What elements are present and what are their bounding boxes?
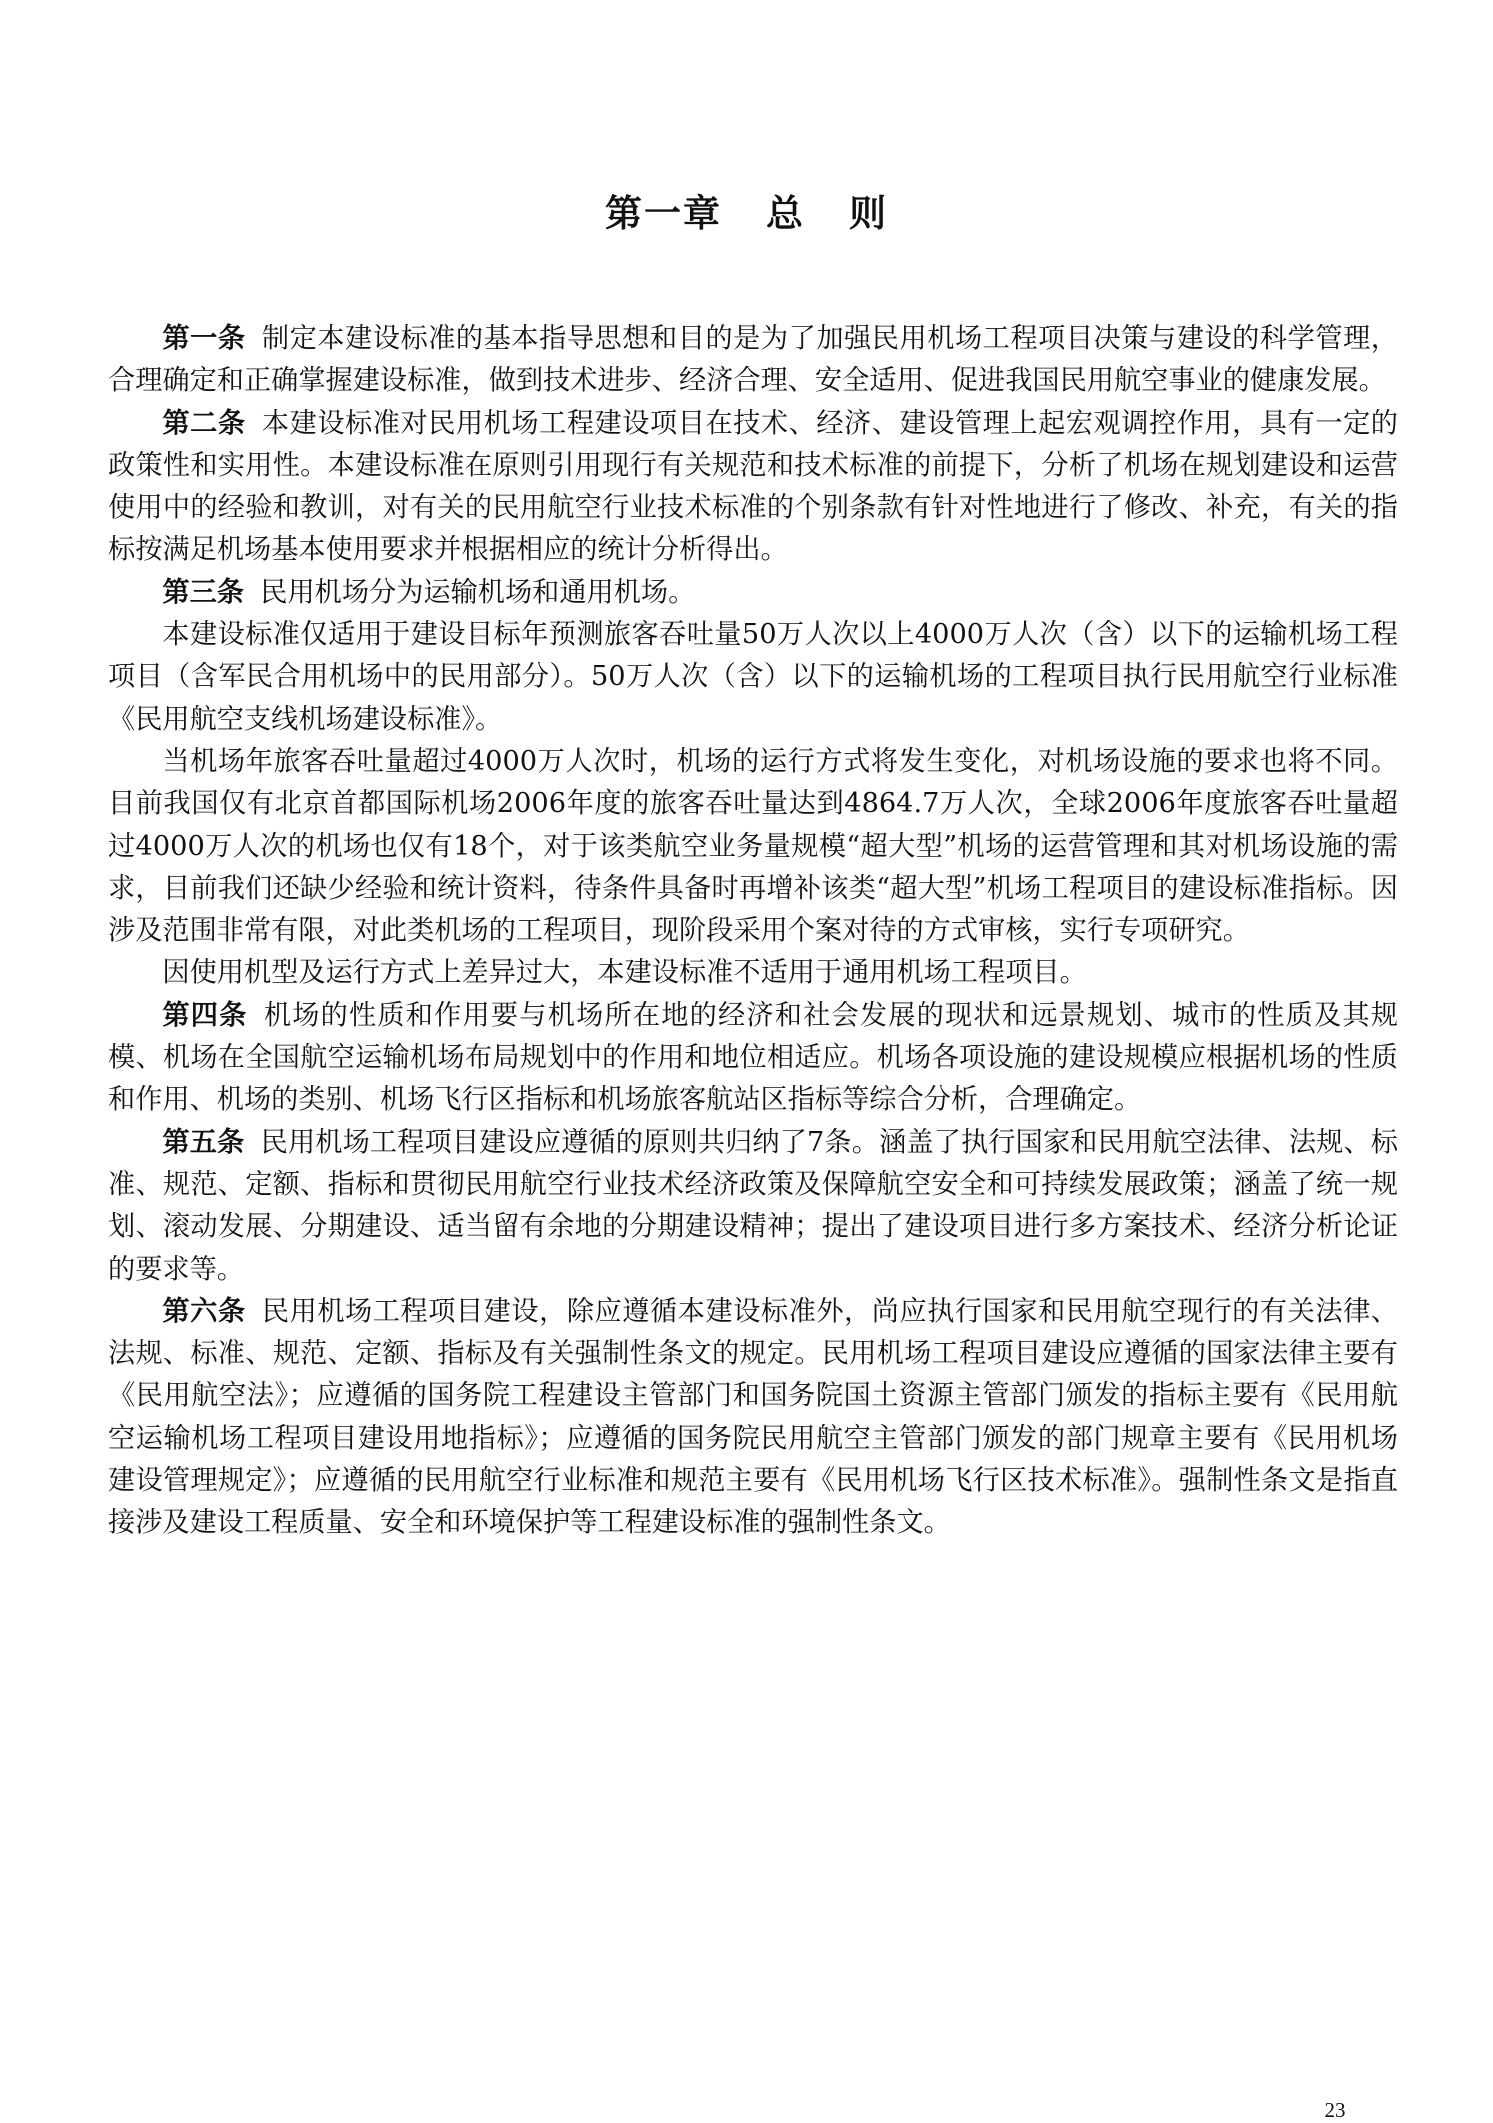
- paragraph: 本建设标准仅适用于建设目标年预测旅客吞吐量50万人次以上4000万人次（含）以下的运输机场工程项目（含军民合用机场中的民用部分）。50万人次（含）以下的运输机场的工程项目执行民用航空行业标准《民用航空支线机场建设标准》。: [108, 619, 1398, 735]
- chapter-body: [108, 318, 1398, 1545]
- article-label: 第一条: [162, 323, 246, 354]
- article-label: 第五条: [162, 1126, 245, 1158]
- article-text: 制定本建设标准的基本指导思想和目的是为了加强民用机场工程项目决策与建设的科学管理，合理确定和正确掌握建设标准，做到技术进步、经济合理、安全适用、促进我国民用航空事业的健康发展。: [108, 323, 1398, 397]
- article-label: 第二条: [162, 407, 246, 439]
- article-1: [108, 318, 1398, 403]
- paragraph: 当机场年旅客吞吐量超过4000万人次时，机场的运行方式将发生变化，对机场设施的要求也将不同。目前我国仅有北京首都国际机场2006年度的旅客吞吐量达到4864.7万人次，全球2006年度旅客吞吐量超过4000万人次的机场也仅有18个，对于该类航空业务量规模“超大型”机场的运营管理和其对机场设施的需求，目前我们还缺少经验和统计资料，待条件具备时再增补该类“超大型”机场工程项目的建设标准指标。因涉及范围非常有限，对此类机场的工程项目，现阶段采用个案对待的方式审核，实行专项研究。: [108, 745, 1398, 947]
- paragraph: 因使用机型及运行方式上差异过大，本建设标准不适用于通用机场工程项目。: [162, 957, 1087, 989]
- page-number: 23: [1324, 2098, 1346, 2122]
- article-label: 第四条: [162, 999, 248, 1031]
- chapter-name-2: 则: [849, 192, 888, 235]
- chapter-title: [0, 183, 1493, 237]
- article-text: 民用机场工程项目建设应遵循的原则共归纳了7条。涵盖了执行国家和民用航空法律、法规、标准、规范、定额、指标和贯彻民用航空行业技术经济政策及保障航空安全和可持续发展政策；涵盖了统一规划、滚动发展、分期建设、适当留有余地的分期建设精神；提出了建设项目进行多方案技术、经济分析论证的要求等。: [108, 1126, 1398, 1285]
- article-4: [108, 995, 1398, 1122]
- article-text: 民用机场分为运输机场和通用机场。: [260, 576, 696, 608]
- article-2: [108, 403, 1398, 572]
- article-3: [108, 572, 1398, 614]
- article-label: 第三条: [162, 576, 244, 608]
- chapter-name-1: 总: [766, 192, 805, 235]
- article-text: 民用机场工程项目建设，除应遵循本建设标准外，尚应执行国家和民用航空现行的有关法律、法规、标准、规范、定额、指标及有关强制性条文的规定。民用机场工程项目建设应遵循的国家法律主要有《民用航空法》；应遵循的国务院工程建设主管部门和国务院国土资源主管部门颁发的指标主要有《民用航空运输机场工程项目建设用地指标》；应遵循的国务院民用航空主管部门颁发的部门规章主要有《民用机场建设管理规定》；应遵循的民用航空行业标准和规范主要有《民用机场飞行区技术标准》。强制性条文是指直接涉及建设工程质量、安全和环境保护等工程建设标准的强制性条文。: [108, 1295, 1398, 1539]
- chapter-number: 第一章: [605, 192, 722, 235]
- article-5: [108, 1122, 1398, 1291]
- article-text: 本建设标准对民用机场工程建设项目在技术、经济、建设管理上起宏观调控作用，具有一定的政策性和实用性。本建设标准在原则引用现行有关规范和技术标准的前提下，分析了机场在规划建设和运营使用中的经验和教训，对有关的民用航空行业技术标准的个别条款有针对性地进行了修改、补充，有关的指标按满足机场基本使用要求并根据相应的统计分析得出。: [108, 407, 1398, 566]
- article-6: [108, 1291, 1398, 1545]
- article-label: 第六条: [162, 1295, 246, 1327]
- article-text: 机场的性质和作用要与机场所在地的经济和社会发展的现状和远景规划、城市的性质及其规模、机场在全国航空运输机场布局规划中的作用和地位相适应。机场各项设施的建设规模应根据机场的性质和作用、机场的类别、机场飞行区指标和机场旅客航站区指标等综合分析，合理确定。: [108, 999, 1398, 1116]
